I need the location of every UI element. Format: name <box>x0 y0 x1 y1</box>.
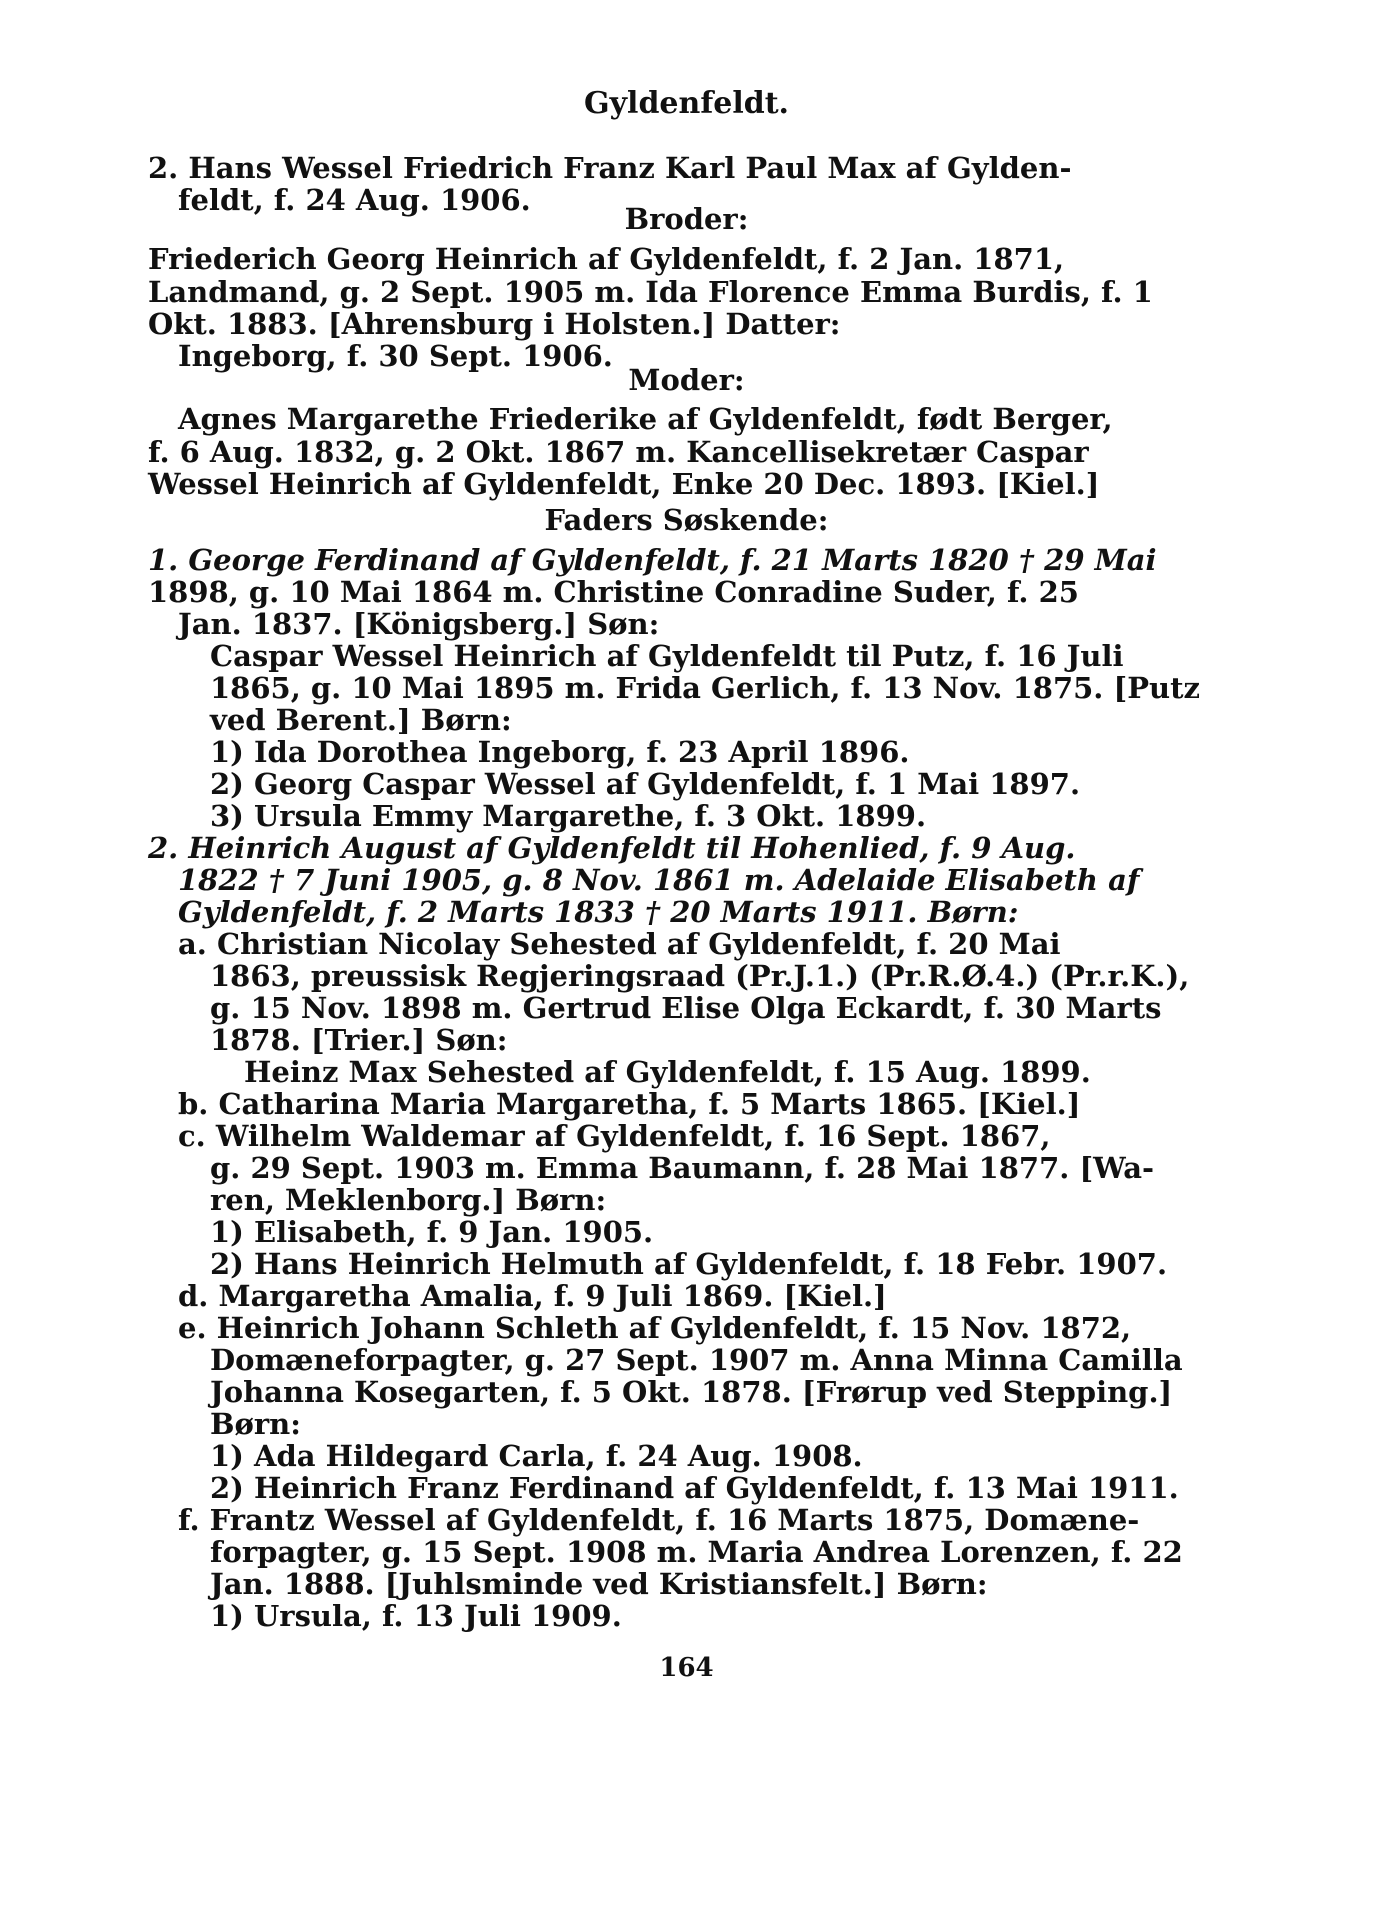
text-line: 1) Elisabeth, f. 9 Jan. 1905. <box>210 1215 654 1249</box>
text-line: Wessel Heinrich af Gyldenfeldt, Enke 20 Dec. 1893. [Kiel.] <box>148 467 1100 501</box>
text-line: Domæneforpagter, g. 27 Sept. 1907 m. Anna Minna Camilla <box>210 1343 1183 1377</box>
text-line: Jan. 1837. [Königsberg.] Søn: <box>178 607 660 641</box>
text-line: feldt, f. 24 Aug. 1906. <box>178 183 531 217</box>
text-line: Okt. 1883. [Ahrensburg i Holsten.] Datter: <box>148 307 841 341</box>
text-line: 1865, g. 10 Mai 1895 m. Frida Gerlich, f. 13 Nov. 1875. [Putz <box>210 671 1200 705</box>
text-line: Ingeborg, f. 30 Sept. 1906. <box>178 339 613 373</box>
text-line: Landmand, g. 2 Sept. 1905 m. Ida Florence Emma Burdis, f. 1 <box>148 275 1153 309</box>
text-line: 2) Heinrich Franz Ferdinand af Gyldenfeldt, f. 13 Mai 1911. <box>210 1471 1179 1505</box>
section-heading-moder: Moder: <box>628 363 745 397</box>
text-line: Gyldenfeldt, f. 2 Marts 1833 † 20 Marts 1911. Børn: <box>178 895 1019 929</box>
text-line: 1822 † 7 Juni 1905, g. 8 Nov. 1861 m. Adelaide Elisabeth af <box>178 863 1140 897</box>
text-line: f. 6 Aug. 1832, g. 2 Okt. 1867 m. Kancellisekretær Caspar <box>148 435 1089 469</box>
text-line: g. 29 Sept. 1903 m. Emma Baumann, f. 28 Mai 1877. [Wa- <box>210 1151 1155 1185</box>
text-line: 1863, preussisk Regjeringsraad (Pr.J.1.) (Pr.R.Ø.4.) (Pr.r.K.), <box>210 959 1190 993</box>
text-line: 2. Hans Wessel Friedrich Franz Karl Paul Max af Gylden- <box>148 151 1072 185</box>
text-line: Børn: <box>210 1407 301 1441</box>
text-line: Friederich Georg Heinrich af Gyldenfeldt, f. 2 Jan. 1871, <box>148 242 1065 276</box>
section-heading-faders-soskende: Faders Søskende: <box>544 503 829 537</box>
text-line: c. Wilhelm Waldemar af Gyldenfeldt, f. 16 Sept. 1867, <box>178 1119 1051 1153</box>
text-line: 1878. [Trier.] Søn: <box>210 1023 508 1057</box>
text-line: 1898, g. 10 Mai 1864 m. Christine Conradine Suder, f. 25 <box>148 575 1079 609</box>
text-line: 1. George Ferdinand af Gyldenfeldt, f. 21 Marts 1820 † 29 Mai <box>148 543 1157 577</box>
text-line: Jan. 1888. [Juhlsminde ved Kristiansfelt.] Børn: <box>210 1567 988 1601</box>
text-line: f. Frantz Wessel af Gyldenfeldt, f. 16 Marts 1875, Domæne- <box>178 1503 1140 1537</box>
text-line: 2) Hans Heinrich Helmuth af Gyldenfeldt, f. 18 Febr. 1907. <box>210 1247 1168 1281</box>
text-line: forpagter, g. 15 Sept. 1908 m. Maria Andrea Lorenzen, f. 22 <box>210 1535 1183 1569</box>
text-line: 2) Georg Caspar Wessel af Gyldenfeldt, f. 1 Mai 1897. <box>210 767 1081 801</box>
text-line: 3) Ursula Emmy Margarethe, f. 3 Okt. 1899. <box>210 799 927 833</box>
text-line: Agnes Margarethe Friederike af Gyldenfeldt, født Berger, <box>178 402 1113 436</box>
page-title: Gyldenfeldt. <box>584 86 789 121</box>
text-line: 1) Ida Dorothea Ingeborg, f. 23 April 1896. <box>210 735 910 769</box>
text-line: d. Margaretha Amalia, f. 9 Juli 1869. [Kiel.] <box>178 1279 887 1313</box>
text-line: 2. Heinrich August af Gyldenfeldt til Hohenlied, f. 9 Aug. <box>148 831 1076 865</box>
page-number: 164 <box>659 1653 714 1683</box>
text-line: e. Heinrich Johann Schleth af Gyldenfeldt, f. 15 Nov. 1872, <box>178 1311 1132 1345</box>
text-line: g. 15 Nov. 1898 m. Gertrud Elise Olga Eckardt, f. 30 Marts <box>210 991 1162 1025</box>
text-line: 1) Ursula, f. 13 Juli 1909. <box>210 1599 622 1633</box>
text-line: Johanna Kosegarten, f. 5 Okt. 1878. [Frørup ved Stepping.] <box>210 1375 1173 1409</box>
text-line: Caspar Wessel Heinrich af Gyldenfeldt til Putz, f. 16 Juli <box>210 639 1124 673</box>
section-heading-broder: Broder: <box>624 202 749 236</box>
text-line: ren, Meklenborg.] Børn: <box>210 1183 607 1217</box>
text-line: ved Berent.] Børn: <box>210 703 512 737</box>
text-line: Heinz Max Sehested af Gyldenfeldt, f. 15 Aug. 1899. <box>244 1055 1091 1089</box>
text-line: 1) Ada Hildegard Carla, f. 24 Aug. 1908. <box>210 1439 863 1473</box>
text-line: a. Christian Nicolay Sehested af Gyldenfeldt, f. 20 Mai <box>178 927 1061 961</box>
text-line: b. Catharina Maria Margaretha, f. 5 Marts 1865. [Kiel.] <box>178 1087 1081 1121</box>
